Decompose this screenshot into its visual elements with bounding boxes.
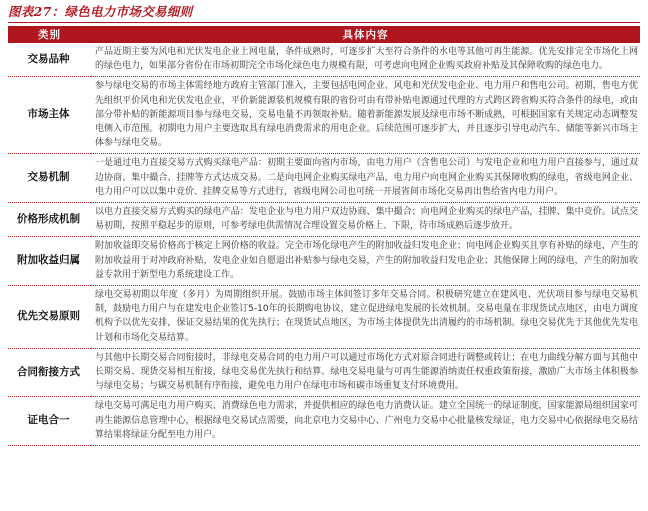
table-row (8, 154, 640, 203)
table-row (8, 286, 640, 349)
header-category: 类别 (8, 26, 91, 43)
row-content: 产品近期主要为风电和光伏发电企业上网电量，条件成熟时，可逐步扩大至符合条件的水电等其他可再生能源。优先安排完全市场化上网的绿色电力，如果部分省份在市场初期完全市场化绿色电力规模有限，可考虑向电网企业购买政府补贴及其保障收购的绿色电力。 (91, 43, 640, 77)
figure-title: 图表27：绿色电力市场交易细则 (8, 4, 193, 19)
header-content: 具体内容 (91, 26, 640, 43)
table-row (8, 397, 640, 446)
row-category: 附加收益归属 (8, 237, 91, 286)
row-category: 市场主体 (8, 77, 91, 154)
row-content: 绿电交易初期以年度（多月）为周期组织开展。鼓励市场主体间签订多年交易合同。积极研究建立在建风电、光伏项目参与绿电交易机制，鼓励电力用户与在建发电企业签订5-10年的长期购电协议，建立促进绿电发展的长效机制。交易电量在非现货试点地区，由电力调度机构予以优先安排，保证交易结果的优先执行；在现货试点地区，为市场主体提供先出清履约的市场机制。绿电交易优先于其他优先发电计划和市场化交易结算。 (91, 286, 640, 349)
header-row (8, 26, 640, 43)
row-content: 以电力直接交易方式购买的绿电产品：发电企业与电力用户双边协商、集中撮合；向电网企业购买的绿电产品，挂牌、集中竞价。试点交易初期，按照平稳起步的原则，可参考绿电供需情况合理设置交易价格上、下限，待市场成熟后逐步放开。 (91, 203, 640, 237)
table-row (8, 43, 640, 77)
row-content: 附加收益即交易价格高于核定上网价格的收益。完全市场化绿电产生的附加收益归发电企业；向电网企业购买且享有补贴的绿电，产生的附加收益用于对冲政府补贴，发电企业如自愿退出补贴参与绿电交易，产生的附加收益归发电企业；其他保障上网的绿电，产生的附加收益专款用于新型电力系统建设工作。 (91, 237, 640, 286)
row-category: 合同衔接方式 (8, 348, 91, 397)
table-row (8, 348, 640, 397)
row-category: 优先交易原则 (8, 286, 91, 349)
table-body (8, 43, 640, 446)
table-row (8, 203, 640, 237)
row-content: 与其他中长期交易合同衔接时，非绿电交易合同的电力用户可以通过市场化方式对原合同进行调整或转让；在电力曲线分解方面与其他中长期交易、现货交易相互衔接，绿电交易优先执行和结算。绿电交易电量与可再生能源消纳责任权重政策衔接，激励广大市场主体积极参与绿电交易；与碳交易机制有序衔接，避免电力用户在绿电市场和碳市场重复支付环境费用。 (91, 348, 640, 397)
table-row (8, 77, 640, 154)
title-divider (8, 22, 640, 23)
row-content: 一是通过电力直接交易方式购买绿电产品：初期主要面向省内市场，由电力用户（含售电公司）与发电企业和电力用户直接参与，通过双边协商、集中撮合、挂牌等方式达成交易。二是向电网企业购买绿电产品，电力用户向电网企业购买其保障收购的绿电，省级电网企业、电力用户可以以集中竞价、挂牌交易等方式进行，省级电网公司也可统一开展省间市场化交易再出售给省内电力用户。 (91, 154, 640, 203)
row-category: 证电合一 (8, 397, 91, 446)
row-content: 绿电交易可满足电力用户购买、消费绿色电力需求，并提供相应的绿色电力消费认证。建立全国统一的绿证制度，国家能源局组织国家可再生能源信息管理中心，根据绿电交易试点需要，向北京电力交易中心、广州电力交易中心批量核发绿证，电力交易中心依据绿电交易结算结果将绿证分配至电力用户。 (91, 397, 640, 446)
table-row (8, 237, 640, 286)
row-content: 参与绿电交易的市场主体需经地方政府主管部门准入，主要包括电网企业、风电和光伏发电企业、电力用户和售电公司。初期，售电方优先组织平价风电和光伏发电企业，平价新能源装机规模有限的省份可由有带补贴电源通过代理的方式跨区跨省购买符合条件的绿电，或由部分带补贴的新能源项目参与绿电交易，交易电量不再领取补贴。随着新能源发展及绿电市场不断成熟，可根据国家有关规定动态调整发电侧入市范围。初期电力用户主要选取具有绿电消费需求的用电企业。后续范围可逐步扩大，并且逐步引导电动汽车、储能等新兴市场主体参与绿电交易。 (91, 77, 640, 154)
table-header (8, 26, 640, 43)
rules-table (8, 26, 640, 446)
row-category: 交易机制 (8, 154, 91, 203)
row-category: 价格形成机制 (8, 203, 91, 237)
row-category: 交易品种 (8, 43, 91, 77)
